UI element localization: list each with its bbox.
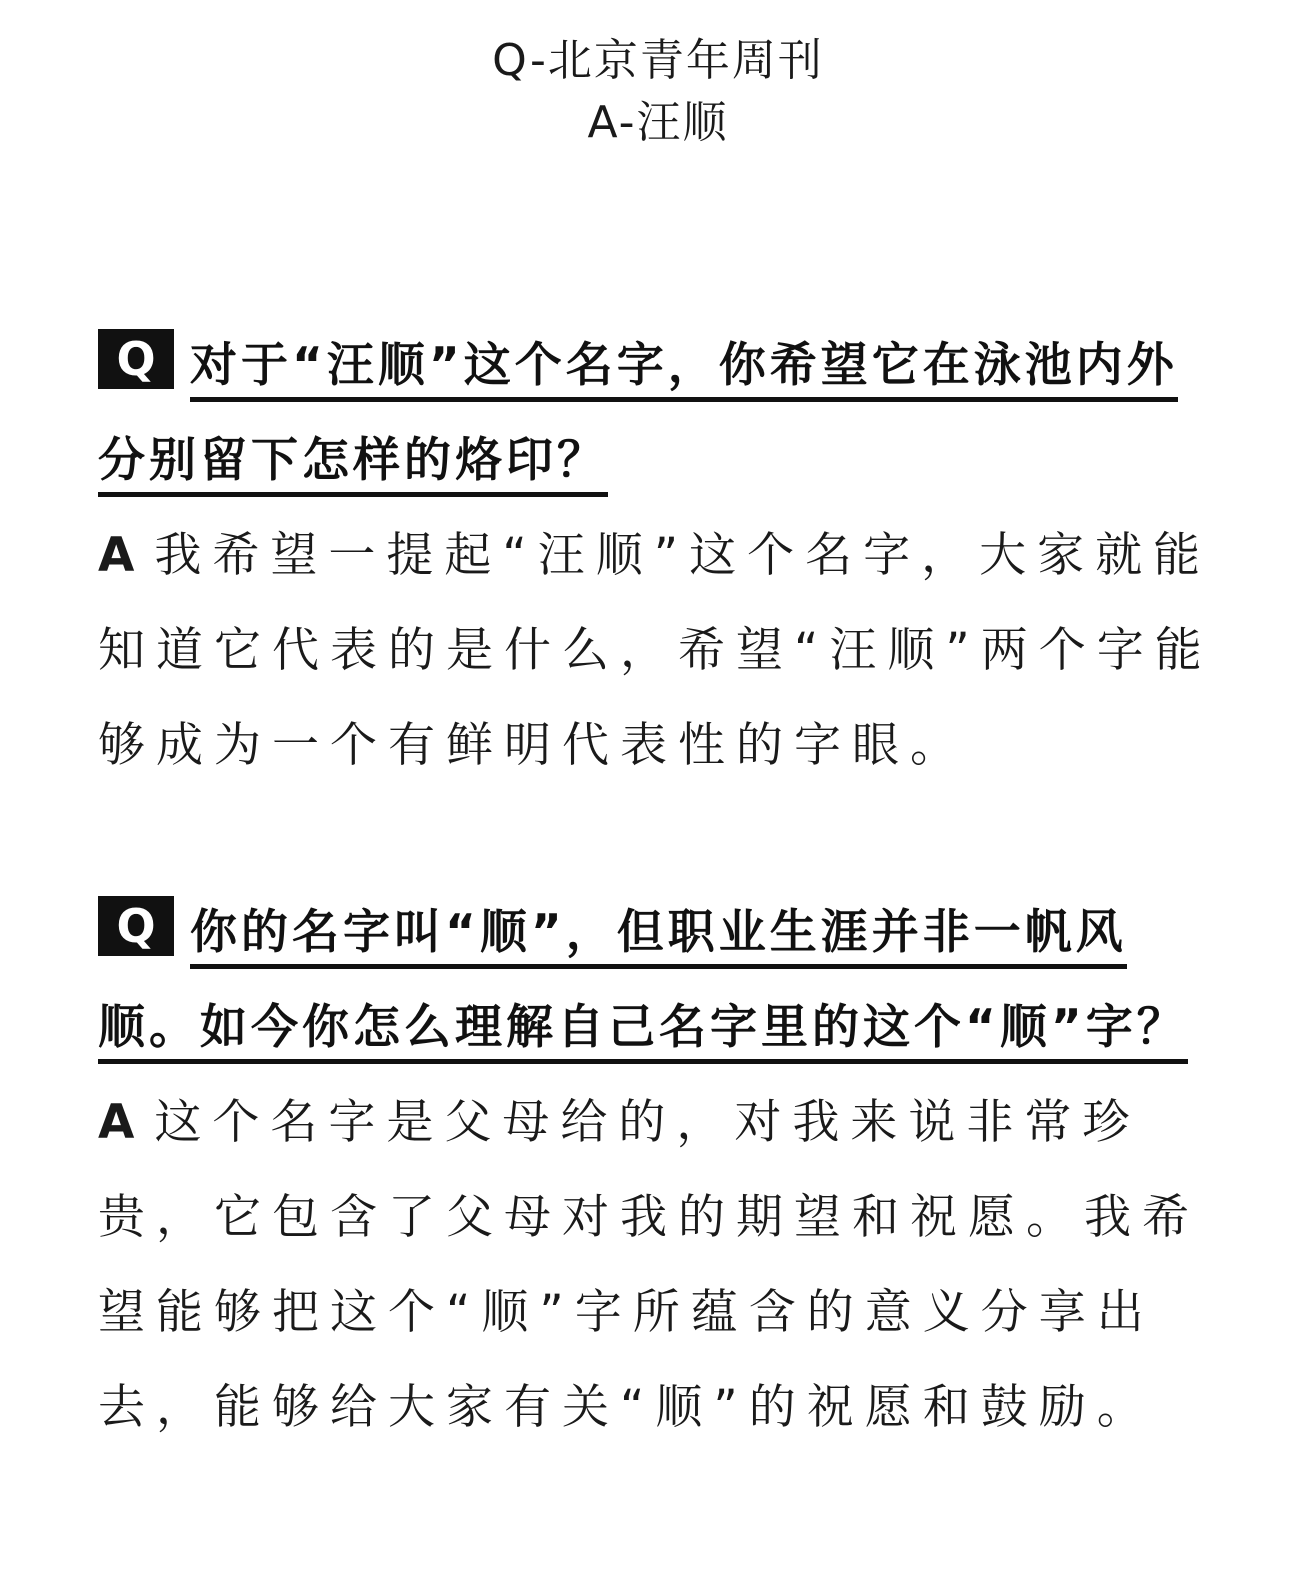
header-answer-source: A-汪顺 [587,97,729,148]
question-badge: Q [98,329,174,389]
question-text: 对于“汪顺”这个名字，你希望它在泳池内外分别留下怎样的烙印？ [98,338,1178,497]
question-badge: Q [98,896,174,956]
question-1 [98,318,1218,508]
answer-label: A [98,528,135,583]
interview-header [0,30,1316,154]
question-2 [98,885,1218,1075]
qa-block-1 [98,318,1218,793]
answer-text: 这个名字是父母给的，对我来说非常珍贵，它包含了父母对我的期望和祝愿。我希望能够把这个“顺”字所蕴含的意义分享出去，能够给大家有关“顺”的祝愿和鼓励。 [98,1095,1200,1435]
qa-block-2 [98,885,1218,1455]
question-text: 你的名字叫“顺”，但职业生涯并非一帆风顺。如今你怎么理解自己名字里的这个“顺”字？ [98,905,1188,1064]
answer-text: 我希望一提起“汪顺”这个名字，大家就能知道它代表的是什么，希望“汪顺”两个字能够成为一个有鲜明代表性的字眼。 [98,528,1213,773]
answer-2 [98,1075,1218,1455]
answer-label: A [98,1095,135,1150]
answer-1 [98,508,1218,793]
header-question-source: Q-北京青年周刊 [492,35,824,86]
